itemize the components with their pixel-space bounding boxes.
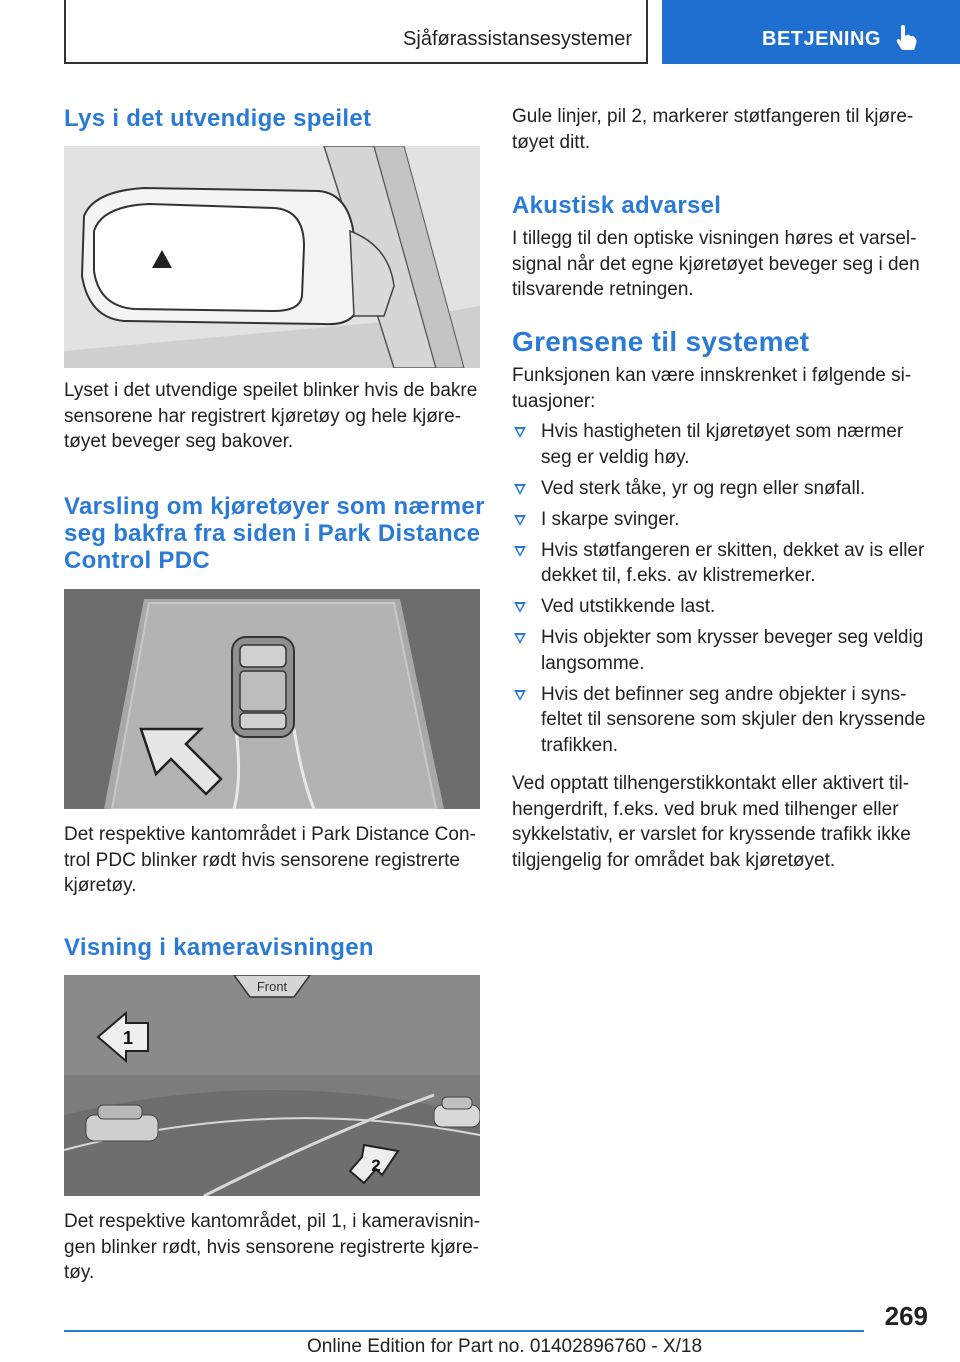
triangle-bullet-icon xyxy=(514,602,526,613)
arrow-2-label: 2 xyxy=(371,1156,381,1175)
paragraph-mirror: Lyset i det utvendige speilet blinker hvis de bakre sensorene har registrert kjøretøy og hele kjøre-tøyet beveger seg bakover. xyxy=(64,380,478,452)
list-item: Ved sterk tåke, yr og regn eller snøfall. xyxy=(512,476,932,502)
camera-front-label: Front xyxy=(256,979,288,994)
paragraph-camera: Det respektive kantområdet, pil 1, i kameravisnin-gen blinker rødt, hvis sensorene registrerte kjøre-tøy. xyxy=(64,1211,481,1283)
paragraph-trailer: Ved opptatt tilhengerstikkontakt eller aktivert til-hengerdrift, f.eks. ved bruk med tilhenger eller sykkelstativ, er varslet for kryssende trafikk ikke tilgjengelig for området bak kjøretøyet. xyxy=(512,773,911,871)
footer-divider xyxy=(64,1330,864,1332)
list-item: I skarpe svinger. xyxy=(512,507,932,533)
heading-pdc-line-3: Control PDC xyxy=(64,547,210,574)
paragraph-acoustic: I tillegg til den optiske visningen høres et varsel-signal når det egne kjøretøyet beveger seg i den tilsvarende retningen. xyxy=(512,228,920,300)
list-item: Hvis objekter som krysser beveger seg veldig langsomme. xyxy=(512,625,932,676)
list-item: Hvis hastigheten til kjøretøyet som nærmer seg er veldig høy. xyxy=(512,419,932,470)
limits-list xyxy=(512,419,932,764)
car-topview-icon xyxy=(232,637,294,737)
triangle-bullet-icon xyxy=(514,633,526,644)
page-number: 269 xyxy=(884,1301,928,1331)
header-chapter-tab[interactable] xyxy=(662,0,960,64)
list-item: Ved utstikkende last. xyxy=(512,594,932,620)
camera-view-illustration xyxy=(64,975,480,1196)
heading-acoustic: Akustisk advarsel xyxy=(512,192,722,219)
list-item: Hvis det befinner seg andre objekter i syns-feltet til sensorene som skjuler den kryssende trafikken. xyxy=(512,682,932,759)
pdc-display-illustration xyxy=(64,589,480,809)
list-item: Hvis støtfangeren er skitten, dekket av is eller dekket til, f.eks. av klistremerker. xyxy=(512,538,932,589)
triangle-bullet-icon xyxy=(514,690,526,701)
heading-mirror-light: Lys i det utvendige speilet xyxy=(64,105,372,132)
header-section-box xyxy=(64,0,648,64)
heading-pdc-line-2: seg bakfra fra siden i Park Distance xyxy=(64,520,481,547)
heading-pdc-line-1: Varsling om kjøretøyer som nærmer xyxy=(64,493,485,520)
heading-camera: Visning i kameravisningen xyxy=(64,934,374,961)
header-chapter-title: BETJENING xyxy=(762,28,881,50)
paragraph-pdc: Det respektive kantområdet i Park Distance Con-trol PDC blinker rødt hvis sensorene registrerte kjøretøy. xyxy=(64,824,476,896)
triangle-bullet-icon xyxy=(514,515,526,526)
heading-system-limits: Grensene til systemet xyxy=(512,326,810,357)
triangle-bullet-icon xyxy=(514,484,526,495)
pointing-hand-icon xyxy=(894,24,918,57)
paragraph-yellow-lines: Gule linjer, pil 2, markerer støtfangeren til kjøre-tøyet ditt. xyxy=(512,106,914,153)
header-section-title: Sjåførassistansesystemer xyxy=(403,28,632,50)
mirror-illustration xyxy=(64,146,480,368)
triangle-bullet-icon xyxy=(514,546,526,557)
footer-edition: Online Edition for Part no. 01402896760 - X/18 xyxy=(307,1336,703,1357)
triangle-bullet-icon xyxy=(514,427,526,438)
paragraph-limits-intro: Funksjonen kan være innskrenket i følgende si-tuasjoner: xyxy=(512,365,912,412)
arrow-1-label: 1 xyxy=(122,1028,134,1048)
